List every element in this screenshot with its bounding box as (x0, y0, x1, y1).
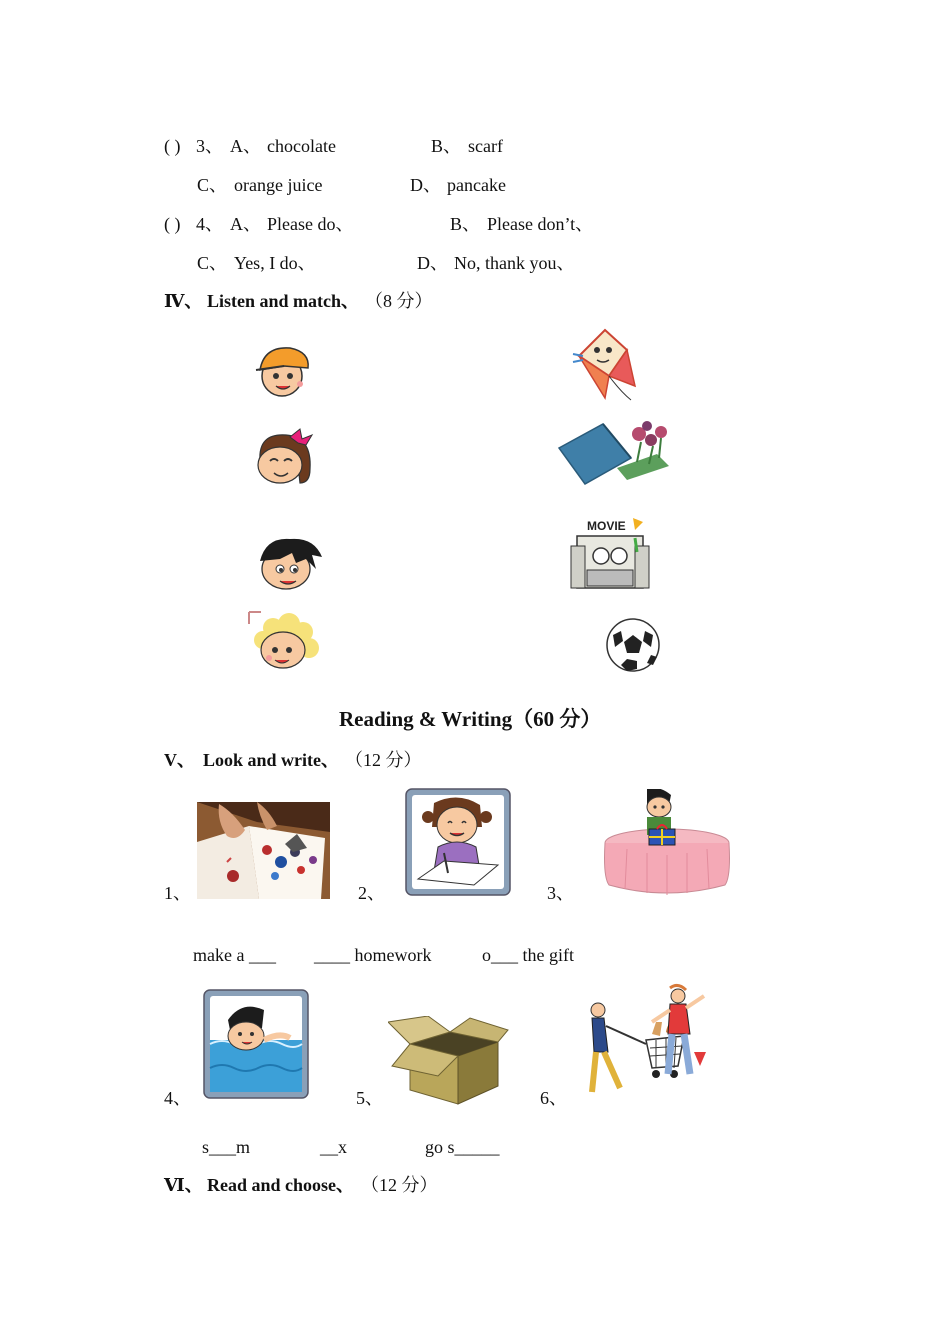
q4-b-letter: B、 (450, 214, 481, 234)
boy-cap-icon[interactable] (250, 340, 314, 400)
part-title: Reading & Writing（60 分） (339, 707, 602, 731)
open-box-icon[interactable] (388, 1016, 510, 1106)
boy-face-icon[interactable] (256, 535, 324, 593)
q4-a-letter: A、 (230, 214, 261, 234)
q3-answer-paren[interactable]: ( ) (164, 136, 181, 156)
q4-d-letter: D、 (417, 253, 448, 273)
soccer-ball-icon[interactable] (605, 617, 661, 673)
q3-a-letter: A、 (230, 136, 261, 156)
q3-c-letter: C、 (197, 175, 228, 195)
section4-title: Listen and match、 (207, 291, 360, 311)
movie-theater-icon[interactable] (569, 516, 651, 592)
girl-writing-icon[interactable] (404, 787, 512, 897)
item5-number: 5、 (356, 1088, 383, 1108)
item2-phrase: ____ homework (314, 945, 432, 965)
section6-score: （12 分） (361, 1175, 438, 1195)
item1-number: 1、 (164, 883, 191, 903)
section6-roman: Ⅵ、 (164, 1175, 203, 1195)
item3-number: 3、 (547, 883, 574, 903)
section4-roman: Ⅳ、 (164, 291, 203, 311)
q3-option-b: scarf (468, 136, 503, 156)
q3-number: 3、 (196, 136, 223, 156)
boy-gift-table-icon[interactable] (597, 789, 737, 899)
q4-option-c: Yes, I do、 (234, 253, 316, 273)
item4-number: 4、 (164, 1088, 191, 1108)
q3-d-letter: D、 (410, 175, 441, 195)
q4-option-a: Please do、 (267, 214, 354, 234)
q4-answer-paren[interactable]: ( ) (164, 214, 181, 234)
section5-title: Look and write、 (203, 750, 340, 770)
girl-bow-icon[interactable] (250, 425, 316, 487)
book-flowers-icon[interactable] (557, 418, 677, 488)
section6-title: Read and choose、 (207, 1175, 355, 1195)
q4-option-b: Please don’t、 (487, 214, 594, 234)
q4-number: 4、 (196, 214, 223, 234)
item5-phrase: __x (320, 1137, 347, 1157)
kite-icon[interactable] (569, 328, 641, 402)
svg-text:MOVIE: MOVIE (587, 519, 626, 533)
item3-phrase: o___ the gift (482, 945, 574, 965)
item4-phrase: s___m (202, 1137, 251, 1157)
q4-option-d: No, thank you、 (454, 253, 575, 273)
curly-girl-icon[interactable] (245, 606, 323, 672)
q3-option-c: orange juice (234, 175, 323, 195)
section5-roman: V、 (164, 750, 195, 770)
boy-swimming-icon[interactable] (202, 988, 310, 1100)
item2-number: 2、 (358, 883, 385, 903)
item6-phrase: go s_____ (425, 1137, 500, 1157)
q3-option-a: chocolate (267, 136, 336, 156)
section5-score: （12 分） (345, 750, 422, 770)
shopping-cart-family-icon[interactable] (586, 982, 728, 1104)
item6-number: 6、 (540, 1088, 567, 1108)
item1-phrase: make a ___ (193, 945, 276, 965)
card-making-photo[interactable] (197, 802, 330, 899)
q3-option-d: pancake (447, 175, 506, 195)
q4-c-letter: C、 (197, 253, 228, 273)
section4-score: （8 分） (365, 291, 433, 311)
q3-b-letter: B、 (431, 136, 462, 156)
